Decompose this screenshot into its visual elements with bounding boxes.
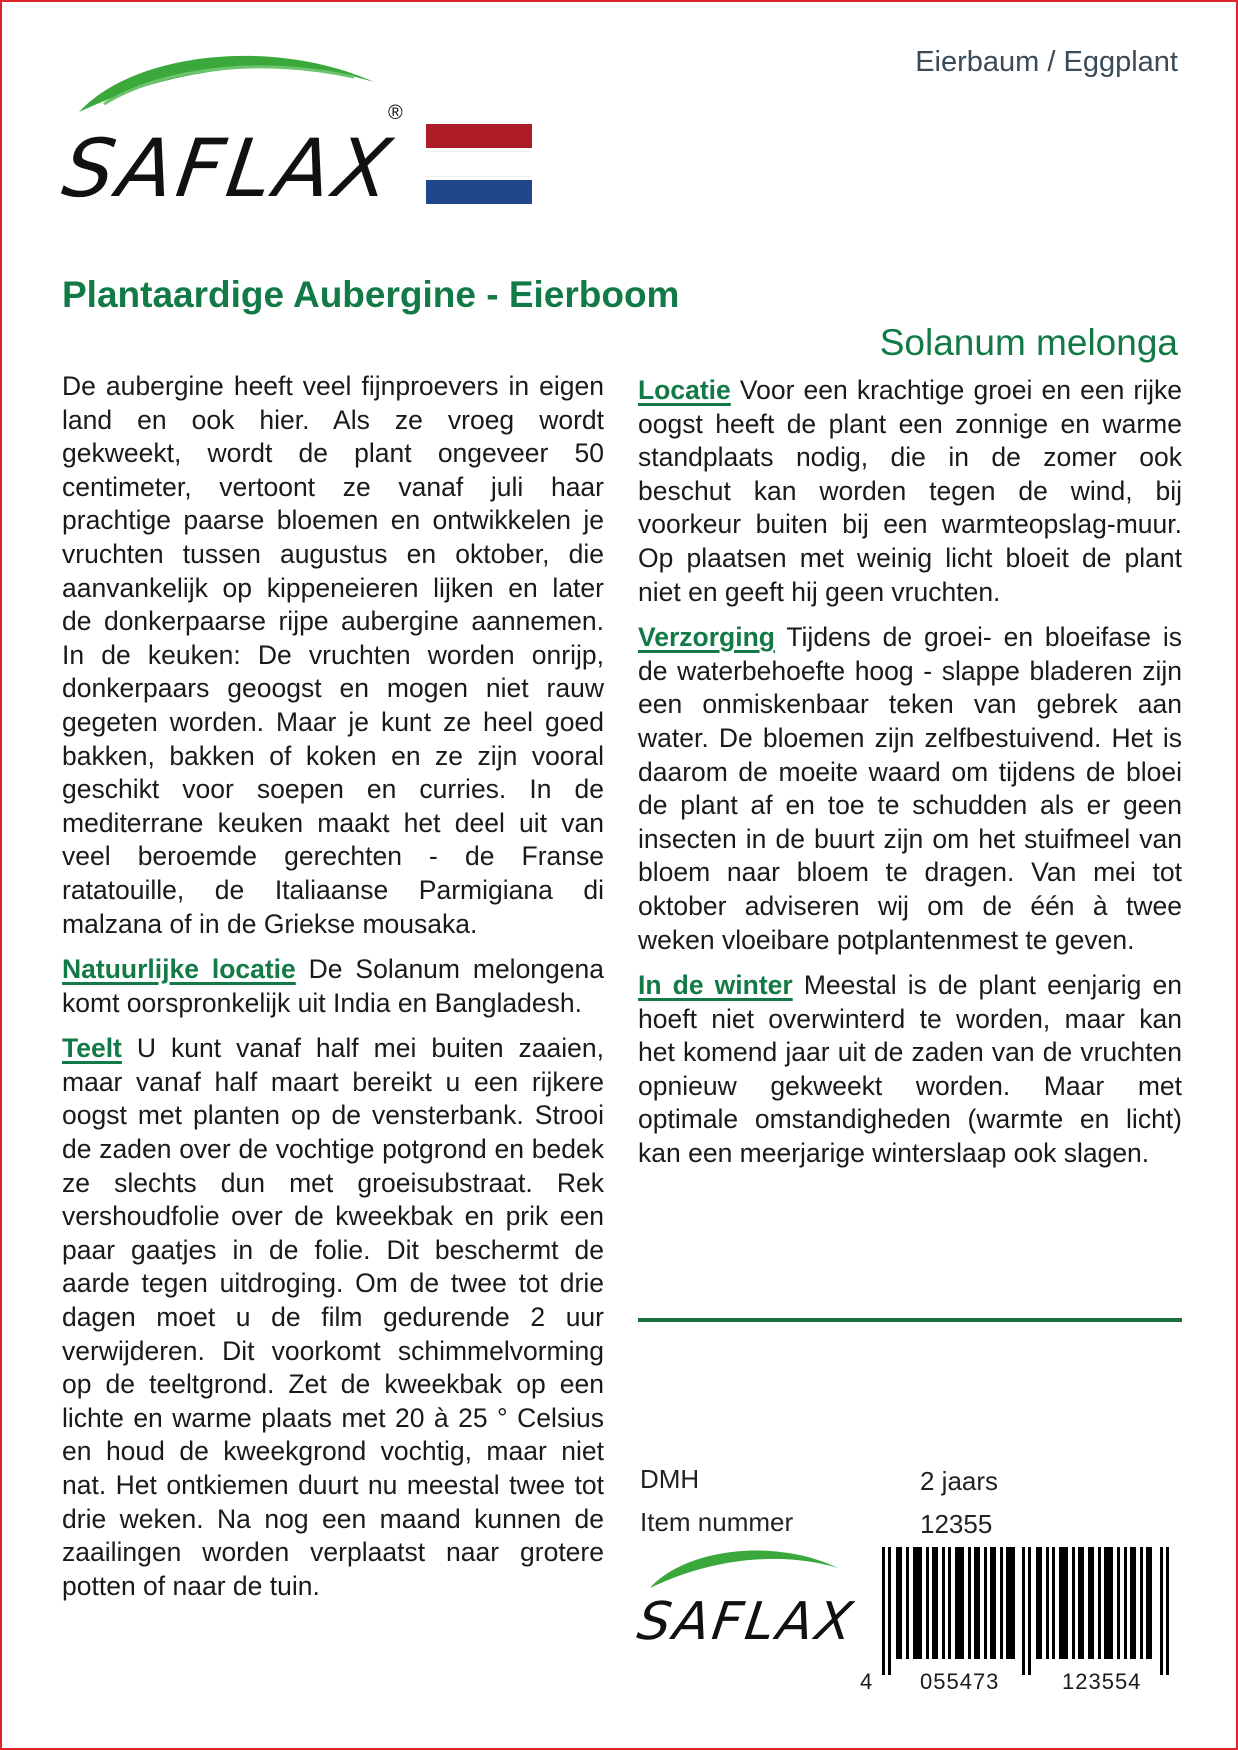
- barcode-first-digit: 4: [860, 1669, 873, 1694]
- latin-name: Solanum melonga: [879, 322, 1178, 363]
- product-top-title: Eierbaum / Eggplant: [915, 46, 1178, 78]
- natural-location-text: De Solanum melongena komt oorspronkelijk uit India en Bangladesh.: [62, 954, 604, 1018]
- registered-mark: ®: [388, 102, 403, 124]
- barcode-right-group: 123554: [1062, 1669, 1142, 1694]
- leaf-swoosh-icon: [74, 42, 394, 132]
- right-column: [638, 374, 1182, 1183]
- left-column: [62, 370, 604, 1615]
- care-paragraph: [638, 621, 1182, 957]
- location-heading: Locatie: [638, 375, 731, 405]
- winter-paragraph: [638, 969, 1182, 1171]
- saflax-logo: [57, 42, 424, 215]
- barcode-left-group: 055473: [920, 1669, 1000, 1694]
- netherlands-flag-icon: [426, 124, 532, 207]
- divider: [638, 1318, 1182, 1322]
- care-text: Tijdens de groei- en bloeifase is de waterbehoefte hoog - slappe bladeren zijn een onmiskenbaar teken van gebrek aan water. De bloemen zijn zelfbestuivend. Het is daarom de moeite waard om tijdens de bloei de plant af en toe te schudden als er geen insecten in de buurt zijn om het stuifmeel van bloem naar bloem te dragen. Van mei tot oktober adviseren wij om de één à twee weken vloeibare potplantenmest te geven.: [638, 622, 1182, 955]
- barcode: [860, 1547, 1182, 1695]
- saflax-small-logo-text: SAFLAX: [633, 1592, 859, 1652]
- care-heading: Verzorging: [638, 622, 775, 653]
- page-title: Plantaardige Aubergine - Eierboom: [62, 274, 680, 315]
- cultivation-heading: Teelt: [62, 1033, 122, 1064]
- saflax-small-logo: [633, 1542, 859, 1662]
- cultivation-paragraph: [62, 1032, 604, 1603]
- cultivation-text: U kunt vanaf half mei buiten zaaien, maar vanaf half maart bereikt u een rijkere oogst met planten op de vensterbank. Strooi de zaden over de vochtige potgrond en bedek ze slechts dun met groeisubstraat. Rek vershoudfolie over de kweekbak en prik een paar gaatjes in de folie. Dit beschermt de aarde tegen uitdroging. Om de twee tot drie dagen moet u de film gedurende 2 uur verwijderen. Dit voorkomt schimmelvorming op de teeltgrond. Zet de kweekbak op een lichte en warme plaats met 20 à 25 ° Celsius en houd de kweekgrond vochtig, maar niet nat. Het ontkiemen duurt nu meestal twee tot drie weken. Na nog een maand kunnen de zaailingen worden verplaatst naar grotere potten of naar de tuin.: [62, 1033, 604, 1601]
- item-number-label: Item nummer: [640, 1507, 794, 1537]
- dmh-label: DMH: [640, 1464, 700, 1494]
- natural-location-heading: Natuurlijke locatie: [62, 954, 296, 985]
- intro-paragraph: De aubergine heeft veel fijnproevers in eigen land en ook hier. Als ze vroeg wordt gekweekt, wordt de plant ongeveer 50 centimeter, vertoont ze vanaf juli haar prachtige paarse bloemen en ontwikkelen je vruchten tussen augustus en oktober, die aanvankelijk op kippeneieren lijken en later de donkerpaarse rijpe aubergine aannemen. In de keuken: De vruchten worden onrijp, donkerpaars geoogst en mogen niet rauw gegeten worden. Maar je kunt ze heel goed bakken, bakken of koken en ze zijn vooral geschikt voor soepen en curries. In de mediterrane keuken maakt het deel uit van veel beroemde gerechten - de Franse ratatouille, de Italiaanse Parmigiana di malzana of in de Griekse mousaka.: [62, 371, 604, 939]
- item-number-value: 12355: [920, 1509, 993, 1539]
- location-paragraph: [638, 374, 1182, 609]
- location-text: Voor een krachtige groei en een rijke oogst heeft de plant een zonnige en warme standplaats nodig, die in de zomer ook beschut kan worden tegen de wind, bij voorkeur buiten bij een warmteopslag-muur. Op plaatsen met weinig licht bloeit de plant niet en geeft hij geen vruchten.: [638, 375, 1182, 607]
- winter-text: Meestal is de plant eenjarig en hoeft niet overwinterd te worden, maar kan het komend jaar uit de zaden van de vruchten opnieuw gekweekt worden. Maar met optimale omstandigheden (warmte en licht) kan een meerjarige winterslaap ook slagen.: [638, 970, 1182, 1169]
- winter-heading: In de winter: [638, 970, 793, 1001]
- saflax-logo-text: SAFLAX: [57, 122, 401, 215]
- dmh-value: 2 jaars: [920, 1466, 999, 1496]
- natural-location-paragraph: [62, 953, 604, 1020]
